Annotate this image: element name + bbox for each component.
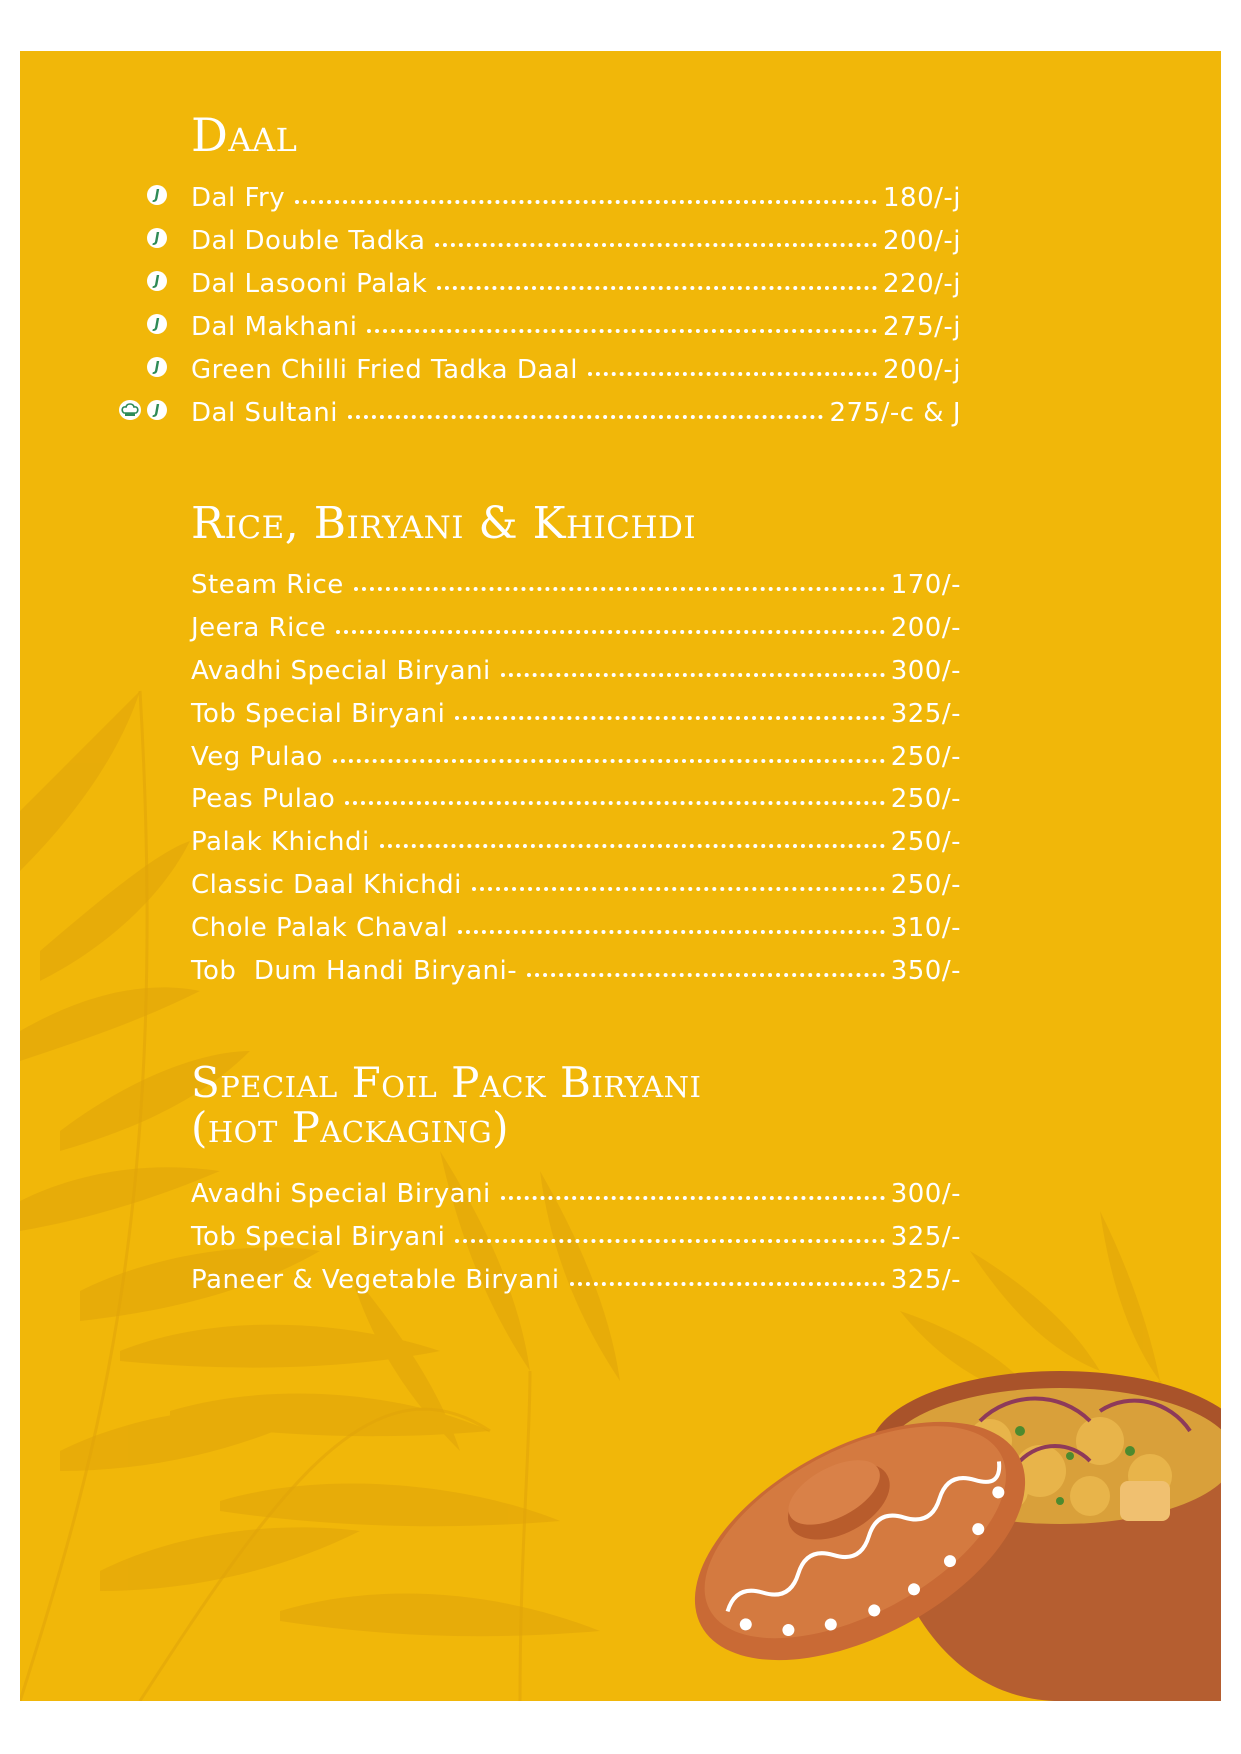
- menu-item: [191, 1169, 961, 1209]
- item-name: Green Chilli Fried Tadka Daal: [191, 355, 578, 385]
- dot-leader: [588, 372, 877, 376]
- dot-leader: [345, 801, 884, 805]
- item-name: Avadhi Special Biryani: [191, 656, 491, 686]
- jain-icon: J: [147, 185, 167, 205]
- menu-item: [191, 345, 961, 385]
- menu-item: [191, 216, 961, 256]
- item-name: Chole Palak Chaval: [191, 913, 449, 943]
- item-price: 300/-: [890, 1179, 961, 1209]
- item-price: 250/-: [890, 870, 961, 900]
- item-price: 220/-j: [883, 269, 961, 299]
- menu-item: [191, 1255, 961, 1295]
- dot-leader: [367, 329, 877, 333]
- item-name: Veg Pulao: [191, 742, 323, 772]
- dot-leader: [455, 716, 884, 720]
- item-price: 250/-: [890, 742, 961, 772]
- dot-leader: [354, 587, 885, 591]
- dot-leader: [348, 415, 823, 419]
- item-price: 275/-j: [883, 312, 961, 342]
- section-title-foil-pack: Special Foil Pack Biryani: [191, 1058, 702, 1107]
- item-name: Dal Double Tadka: [191, 226, 426, 256]
- biryani-clay-pot-image: [660, 1281, 1221, 1701]
- item-name: Peas Pulao: [191, 784, 336, 814]
- item-price: 250/-: [890, 827, 961, 857]
- item-name: Avadhi Special Biryani: [191, 1179, 491, 1209]
- menu-item: [191, 1212, 961, 1252]
- item-name: Dal Sultani: [191, 398, 338, 428]
- dot-leader: [295, 200, 877, 204]
- section-title-rice: Rice, Biryani & Khichdi: [191, 498, 697, 549]
- dot-leader: [455, 1239, 884, 1243]
- chef-icon: [119, 400, 141, 420]
- dot-leader: [333, 759, 885, 763]
- item-price: 200/-j: [883, 355, 961, 385]
- menu-item: [191, 259, 961, 299]
- item-name: Steam Rice: [191, 570, 344, 600]
- jain-icon: J: [147, 314, 167, 334]
- item-price: 170/-: [890, 570, 961, 600]
- item-name: Dal Lasooni Palak: [191, 269, 428, 299]
- jain-icon: J: [147, 228, 167, 248]
- item-name: Tob Dum Handi Biryani-: [191, 956, 518, 986]
- section-subtitle-foil-pack: (hot Packaging): [191, 1103, 510, 1152]
- item-name: Dal Makhani: [191, 312, 358, 342]
- menu-item: [191, 603, 961, 643]
- item-price: 310/-: [890, 913, 961, 943]
- item-price: 325/-: [890, 699, 961, 729]
- menu-page: [20, 51, 1221, 1701]
- item-name: Dal Fry: [191, 183, 286, 213]
- item-name: Jeera Rice: [191, 613, 327, 643]
- dot-leader: [570, 1282, 885, 1286]
- menu-item: [191, 860, 961, 900]
- menu-item: [191, 732, 961, 772]
- dot-leader: [501, 1196, 885, 1200]
- menu-item: [191, 302, 961, 342]
- dot-leader: [437, 286, 877, 290]
- dot-leader: [501, 673, 885, 677]
- menu-item: [191, 903, 961, 943]
- item-price: 300/-: [890, 656, 961, 686]
- jain-icon: J: [147, 400, 167, 420]
- jain-icon: J: [147, 271, 167, 291]
- item-name: Palak Khichdi: [191, 827, 370, 857]
- dot-leader: [380, 844, 885, 848]
- menu-item: [191, 646, 961, 686]
- item-price: 275/-c & J: [829, 398, 961, 428]
- menu-item: [191, 173, 961, 213]
- item-name: Tob Special Biryani: [191, 1222, 446, 1252]
- menu-item: [191, 560, 961, 600]
- menu-item: [191, 817, 961, 857]
- menu-item: [191, 689, 961, 729]
- menu-item: [191, 388, 961, 428]
- item-price: 200/-j: [883, 226, 961, 256]
- item-price: 180/-j: [883, 183, 961, 213]
- item-price: 200/-: [890, 613, 961, 643]
- jain-icon: J: [147, 357, 167, 377]
- dot-leader: [527, 973, 885, 977]
- item-price: 325/-: [890, 1222, 961, 1252]
- dot-leader: [435, 243, 877, 247]
- menu-item: [191, 774, 961, 814]
- dot-leader: [336, 630, 885, 634]
- dot-leader: [472, 887, 885, 891]
- item-price: 350/-: [890, 956, 961, 986]
- section-title-daal: Daal: [191, 108, 298, 162]
- item-name: Paneer & Vegetable Biryani: [191, 1265, 560, 1295]
- item-name: Classic Daal Khichdi: [191, 870, 462, 900]
- menu-item: [191, 946, 961, 986]
- item-name: Tob Special Biryani: [191, 699, 446, 729]
- dot-leader: [458, 930, 885, 934]
- item-price: 325/-: [890, 1265, 961, 1295]
- item-price: 250/-: [890, 784, 961, 814]
